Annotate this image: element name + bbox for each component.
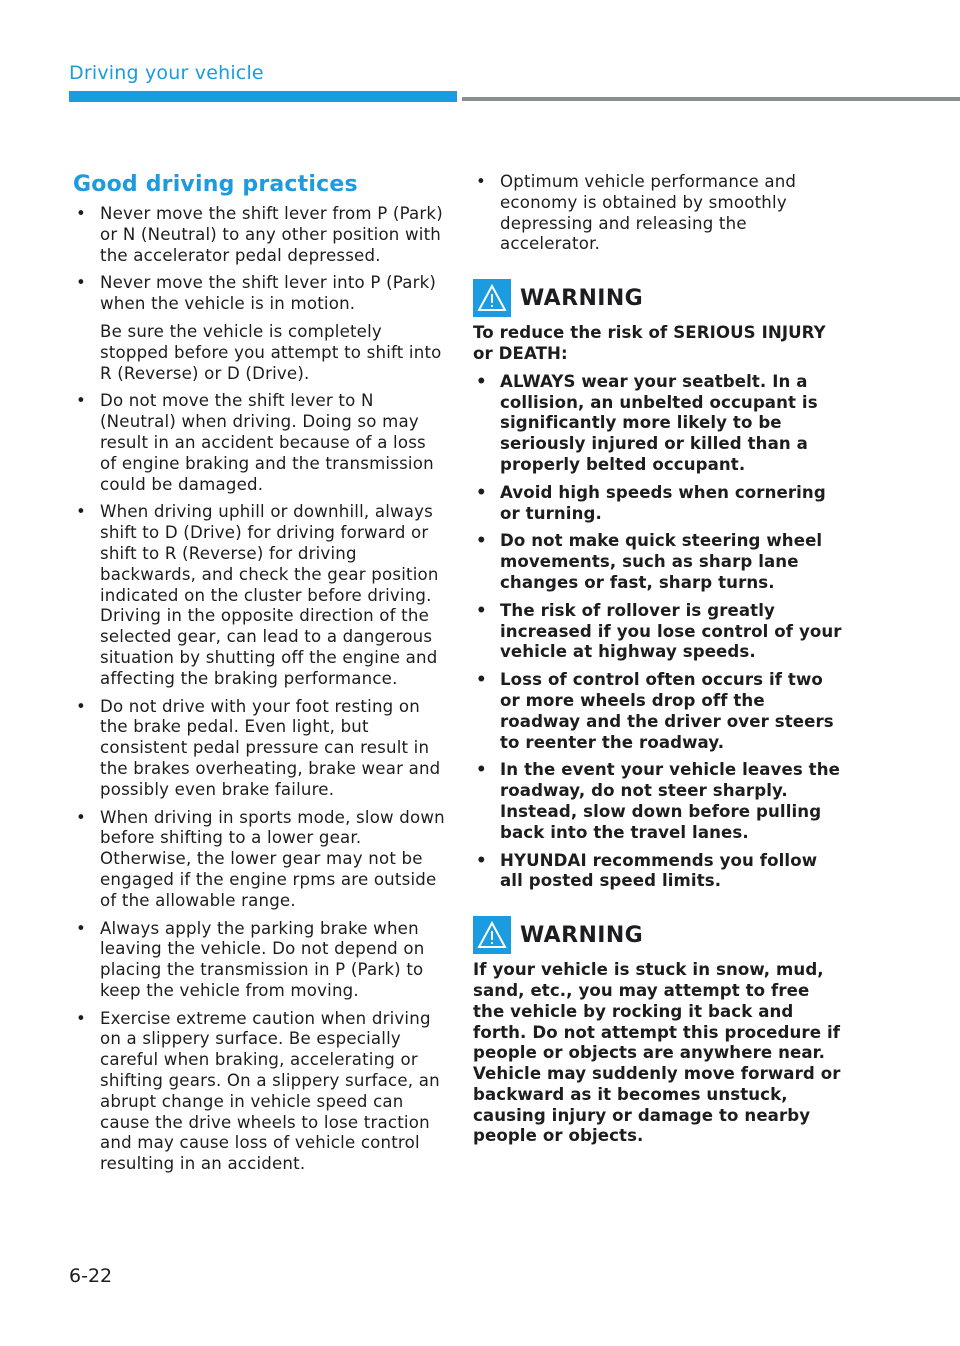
warning-text: If your vehicle is stuck in snow, mud, sand, etc., you may attempt to free the vehicle by rocking it back and forth. Do not attempt this procedure if people or objects are anywhere near. Vehicle may suddenly move forward or backward as it becomes unstuck, causing injury or damage to nearby people or objects. <box>473 960 841 1146</box>
list-item: • Exercise extreme caution when driving on a slippery surface. Be especially careful when braking, accelerating or shifting gears. On a slippery surface, an abrupt change in vehicle speed can cause the drive wheels to lose traction and may cause loss of vehicle control resulting in an accident. <box>73 1009 445 1175</box>
warning-title: WARNING <box>520 922 644 948</box>
right-column <box>473 172 843 1147</box>
list-item: • In the event your vehicle leaves the roadway, do not steer sharply. Instead, slow down before pulling back into the travel lanes. <box>473 760 843 843</box>
warning-triangle-icon <box>473 279 511 317</box>
warning-box-stuck <box>473 916 843 1147</box>
list-item: • When driving uphill or downhill, always shift to D (Drive) for driving forward or shift to R (Reverse) for driving backwards, and check the gear position indicated on the cluster before driving. Driving in the opposite direction of the selected gear, can lead to a dangerous situation by shutting off the engine and affecting the braking performance. <box>73 502 445 689</box>
header-bar-accent <box>69 91 457 102</box>
list-item: • Optimum vehicle performance and economy is obtained by smoothly depressing and releasing the accelerator. <box>473 172 843 255</box>
list-item: • Never move the shift lever into P (Park) when the vehicle is in motion. Be sure the vehicle is completely stopped before you attempt to shift into R (Reverse) or D (Drive). <box>73 273 445 384</box>
list-item: • Do not move the shift lever to N (Neutral) when driving. Doing so may result in an accident because of a loss of engine braking and the transmission could be damaged. <box>73 391 445 495</box>
list-item: • ALWAYS wear your seatbelt. In a collision, an unbelted occupant is significantly more likely to be seriously injured or killed than a properly belted occupant. <box>473 372 843 476</box>
warning-list <box>473 372 843 892</box>
left-column <box>73 172 445 1182</box>
warning-box-rollover <box>473 279 843 892</box>
list-item: • When driving in sports mode, slow down before shifting to a lower gear. Otherwise, the lower gear may not be engaged if the engine rpms are outside of the allowable range. <box>73 808 445 912</box>
list-item: • Loss of control often occurs if two or more wheels drop off the roadway and the driver over steers to reenter the roadway. <box>473 670 843 753</box>
list-item: • Always apply the parking brake when leaving the vehicle. Do not depend on placing the transmission in P (Park) to keep the vehicle from moving. <box>73 919 445 1002</box>
list-item: • Do not drive with your foot resting on the brake pedal. Even light, but consistent pedal pressure can result in the brakes overheating, brake wear and possibly even brake failure. <box>73 697 445 801</box>
practices-list-continued <box>473 172 843 255</box>
section-title: Good driving practices <box>73 172 358 197</box>
warning-intro: To reduce the risk of SERIOUS INJURY or DEATH: <box>473 323 826 363</box>
warning-triangle-icon <box>473 916 511 954</box>
list-item: • Do not make quick steering wheel movements, such as sharp lane changes or fast, sharp turns. <box>473 531 843 593</box>
list-item: • Avoid high speeds when cornering or turning. <box>473 483 843 525</box>
list-item: • HYUNDAI recommends you follow all posted speed limits. <box>473 851 843 893</box>
list-item-note: Be sure the vehicle is completely stopped before you attempt to shift into R (Reverse) or D (Drive). <box>100 321 442 383</box>
page-number: 6-22 <box>69 1265 113 1287</box>
list-item: • Never move the shift lever from P (Park) or N (Neutral) to any other position with the accelerator pedal depressed. <box>73 204 445 266</box>
list-item: • The risk of rollover is greatly increased if you lose control of your vehicle at highway speeds. <box>473 601 843 663</box>
header-bar-rule <box>462 97 960 101</box>
practices-list <box>73 204 445 1175</box>
header-title: Driving your vehicle <box>69 62 264 84</box>
warning-title: WARNING <box>520 285 644 311</box>
